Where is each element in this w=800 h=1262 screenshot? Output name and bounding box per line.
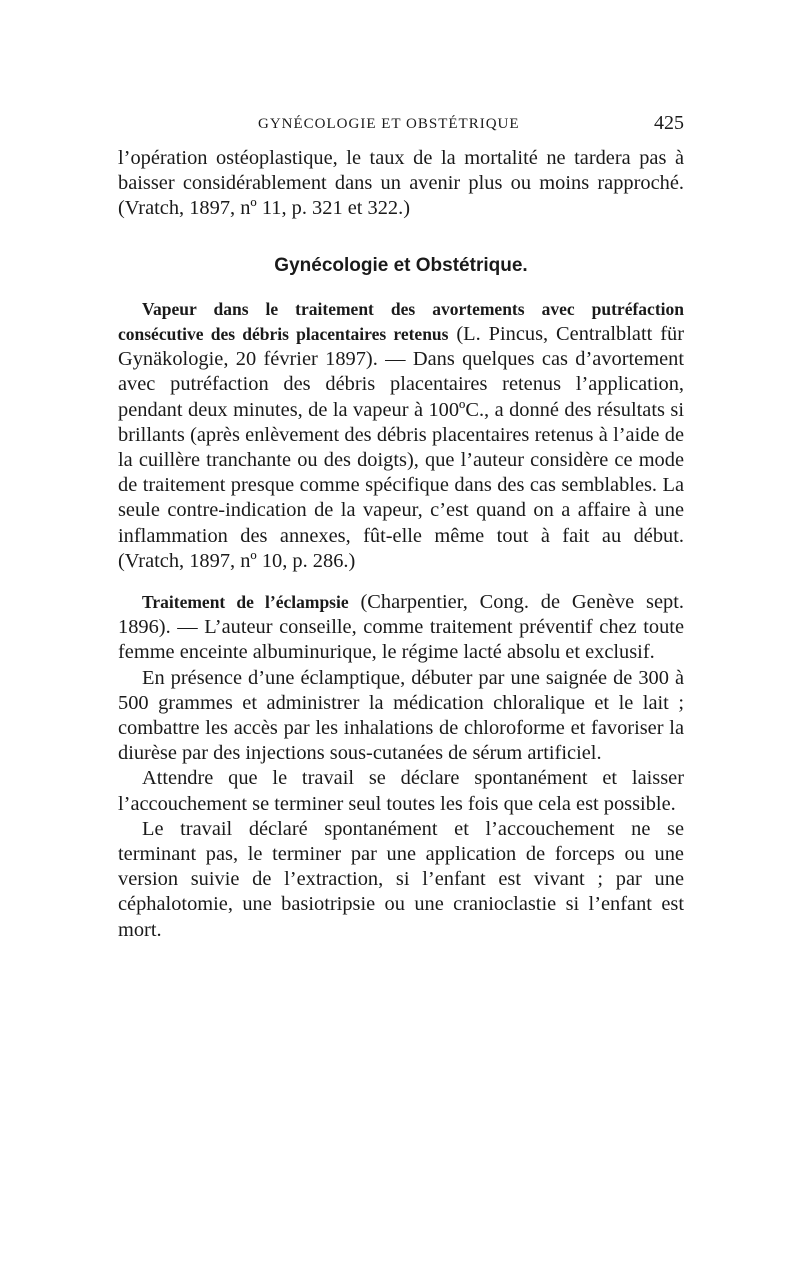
paragraph-continuation: l’opération ostéoplastique, le taux de la mortalité ne tardera pas à baisser considérablement dans un avenir plus ou moins rapproché. (Vratch, 1897, nº 11, p. 321 et 322.) bbox=[118, 147, 684, 220]
article-title-vapeur: Vapeur dans le traitement des avortements avec putréfaction consécutive des débris placentaires retenus bbox=[118, 298, 684, 345]
running-head bbox=[118, 114, 684, 138]
section-heading: Gynécologie et Obstétrique. bbox=[274, 254, 528, 276]
paragraph-attendre: Attendre que le travail se déclare spontanément et laisser l’accouchement se terminer seul toutes les fois que cela est possible. bbox=[118, 767, 684, 815]
article-eclampsie bbox=[118, 590, 684, 666]
running-head-title: GYNÉCOLOGIE ET OBSTÉTRIQUE bbox=[258, 116, 520, 132]
article-vapeur bbox=[118, 297, 684, 574]
article-text-eclampsie: (Charpentier, Cong. de Genève sept. 1896). — L’auteur conseille, comme traitement préventif chez toute femme enceinte albuminurique, le régime lacté absolu et exclusif. bbox=[118, 591, 684, 664]
paragraph-eclamptique: En présence d’une éclamptique, débuter par une saignée de 300 à 500 grammes et administrer la médication chloralique et le lait ; combattre les accès par les inhalations de chloroforme et favoriser la diurèse par des injections sous-cutanées de sérum artificiel. bbox=[118, 666, 684, 765]
article-text-vapeur: (L. Pincus, Centralblatt für Gynäkologie, 20 février 1897). — Dans quelques cas d’avortement avec putréfaction des débris placentaires retenus l’application, pendant deux minutes, de la vapeur à 100ºC., a donné des résultats si brillants (après enlèvement des débris placentaires retenus à l’aide de la cuillère tranchante ou des doigts), que l’auteur considère ce mode de traitement presque comme spécifique dans des cas semblables. La seule contre-indication de la vapeur, c’est quand on a affaire à une inflammation des annexes, fût-elle même tout à fait au début. (Vratch, 1897, nº 10, p. 286.) bbox=[118, 323, 684, 572]
page-body bbox=[118, 146, 684, 943]
paragraph-travail: Le travail déclaré spontanément et l’accouchement ne se terminant pas, le terminer par une application de forceps ou une version suivie de l’extraction, si l’enfant est vivant ; par une céphalotomie, une basiotripsie ou une cranioclastie si l’enfant est mort. bbox=[118, 817, 684, 941]
page-number: 425 bbox=[654, 112, 684, 134]
article-title-eclampsie: Traitement de l’éclampsie bbox=[142, 592, 349, 613]
